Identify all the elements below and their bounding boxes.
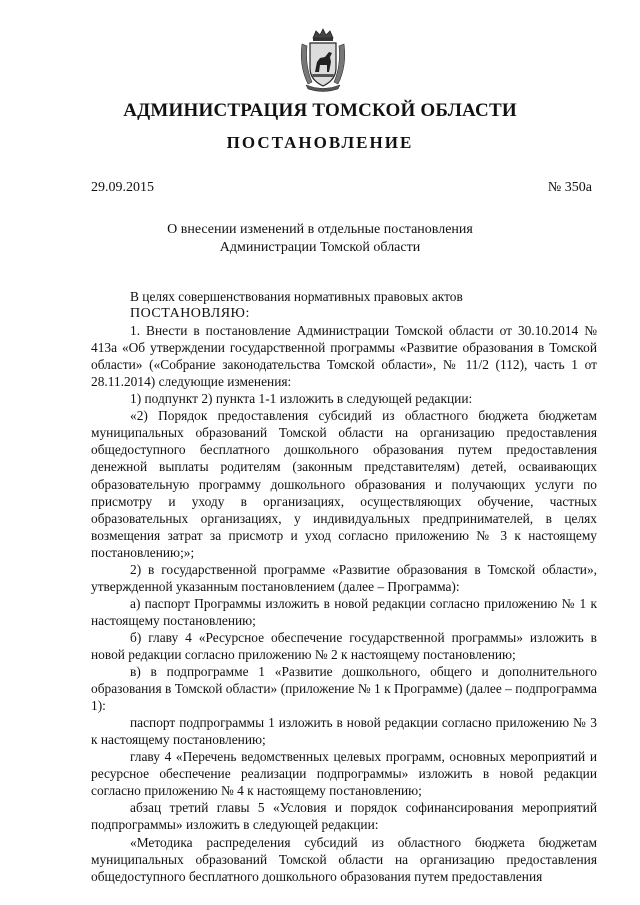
body-paragraph: главу 4 «Перечень ведомственных целевых программ, основных мероприятий и ресурсное обеспечение реализации подпрограммы» изложить в новой редакции согласно приложению № 4 к настоящему постановлению; [91,749,597,799]
organization-title: АДМИНИСТРАЦИЯ ТОМСКОЙ ОБЛАСТИ [123,100,517,121]
body-paragraph: В целях совершенствования нормативных правовых актов [130,289,463,304]
document-number: № 350а [547,180,592,195]
body-paragraph: абзац третий главы 5 «Условия и порядок софинансирования мероприятий подпрограммы» изложить в следующей редакции: [91,800,597,833]
document-body [91,288,597,885]
body-paragraph: паспорт подпрограммы 1 изложить в новой редакции согласно приложению № 3 к настоящему постановлению; [91,715,597,748]
subject-line: О внесении изменений в отдельные постановления [167,222,473,237]
subject-line: Администрации Томской области [219,240,421,255]
body-paragraph: в) в подпрограмме 1 «Развитие дошкольного, общего и дополнительного образования в Томской области» (приложение № 1 к Программе) (далее – подпрограмма 1): [91,664,597,714]
tomsk-coat-of-arms-icon [298,28,348,92]
body-paragraph: «Методика распределения субсидий из областного бюджета бюджетам муниципальных образований Томской области на организацию предоставления общедоступного бесплатного дошкольного образования путем предоставления [91,834,597,884]
body-paragraph: 1) подпункт 2) пункта 1-1 изложить в следующей редакции: [130,391,473,407]
body-paragraph: б) главу 4 «Ресурсное обеспечение государственной программы» изложить в новой редакции согласно приложению № 2 к настоящему постановлению; [91,629,597,662]
document-subject [0,221,640,257]
document-type-title: ПОСТАНОВЛЕНИЕ [226,133,414,152]
body-paragraph: 1. Внести в постановление Администрации Томской области от 30.10.2014 № 413а «Об утверждении государственной программы «Развитие образования в Томской области» («Собрание законодательства Томской области», № 11/2 (112), часть 1 от 28.11.2014) следующие изменения: [91,323,597,390]
body-paragraph: а) паспорт Программы изложить в новой редакции согласно приложению № 1 к настоящему постановлению; [91,595,597,628]
body-paragraph: 2) в государственной программе «Развитие образования в Томской области», утвержденной указанным постановлением (далее – Программа): [91,561,597,594]
document-date: 29.09.2015 [91,180,154,195]
decree-heading: ПОСТАНОВЛЯЮ: [130,306,250,322]
body-paragraph: «2) Порядок предоставления субсидий из областного бюджета бюджетам муниципальных образований Томской области на организацию предоставления общедоступного бесплатного дошкольного образования путем предоставления денежной выплаты родителям (законным представителям) детей, осваивающих образовательную программу дошкольного образования и получающих услуги по присмотру и уходу в организациях, осуществляющих обучение, частных образовательных организациях, у индивидуальных предпринимателей, в целях возмещения затрат за присмотр и уход согласно приложению № 3 к настоящему постановлению;»; [91,408,597,560]
